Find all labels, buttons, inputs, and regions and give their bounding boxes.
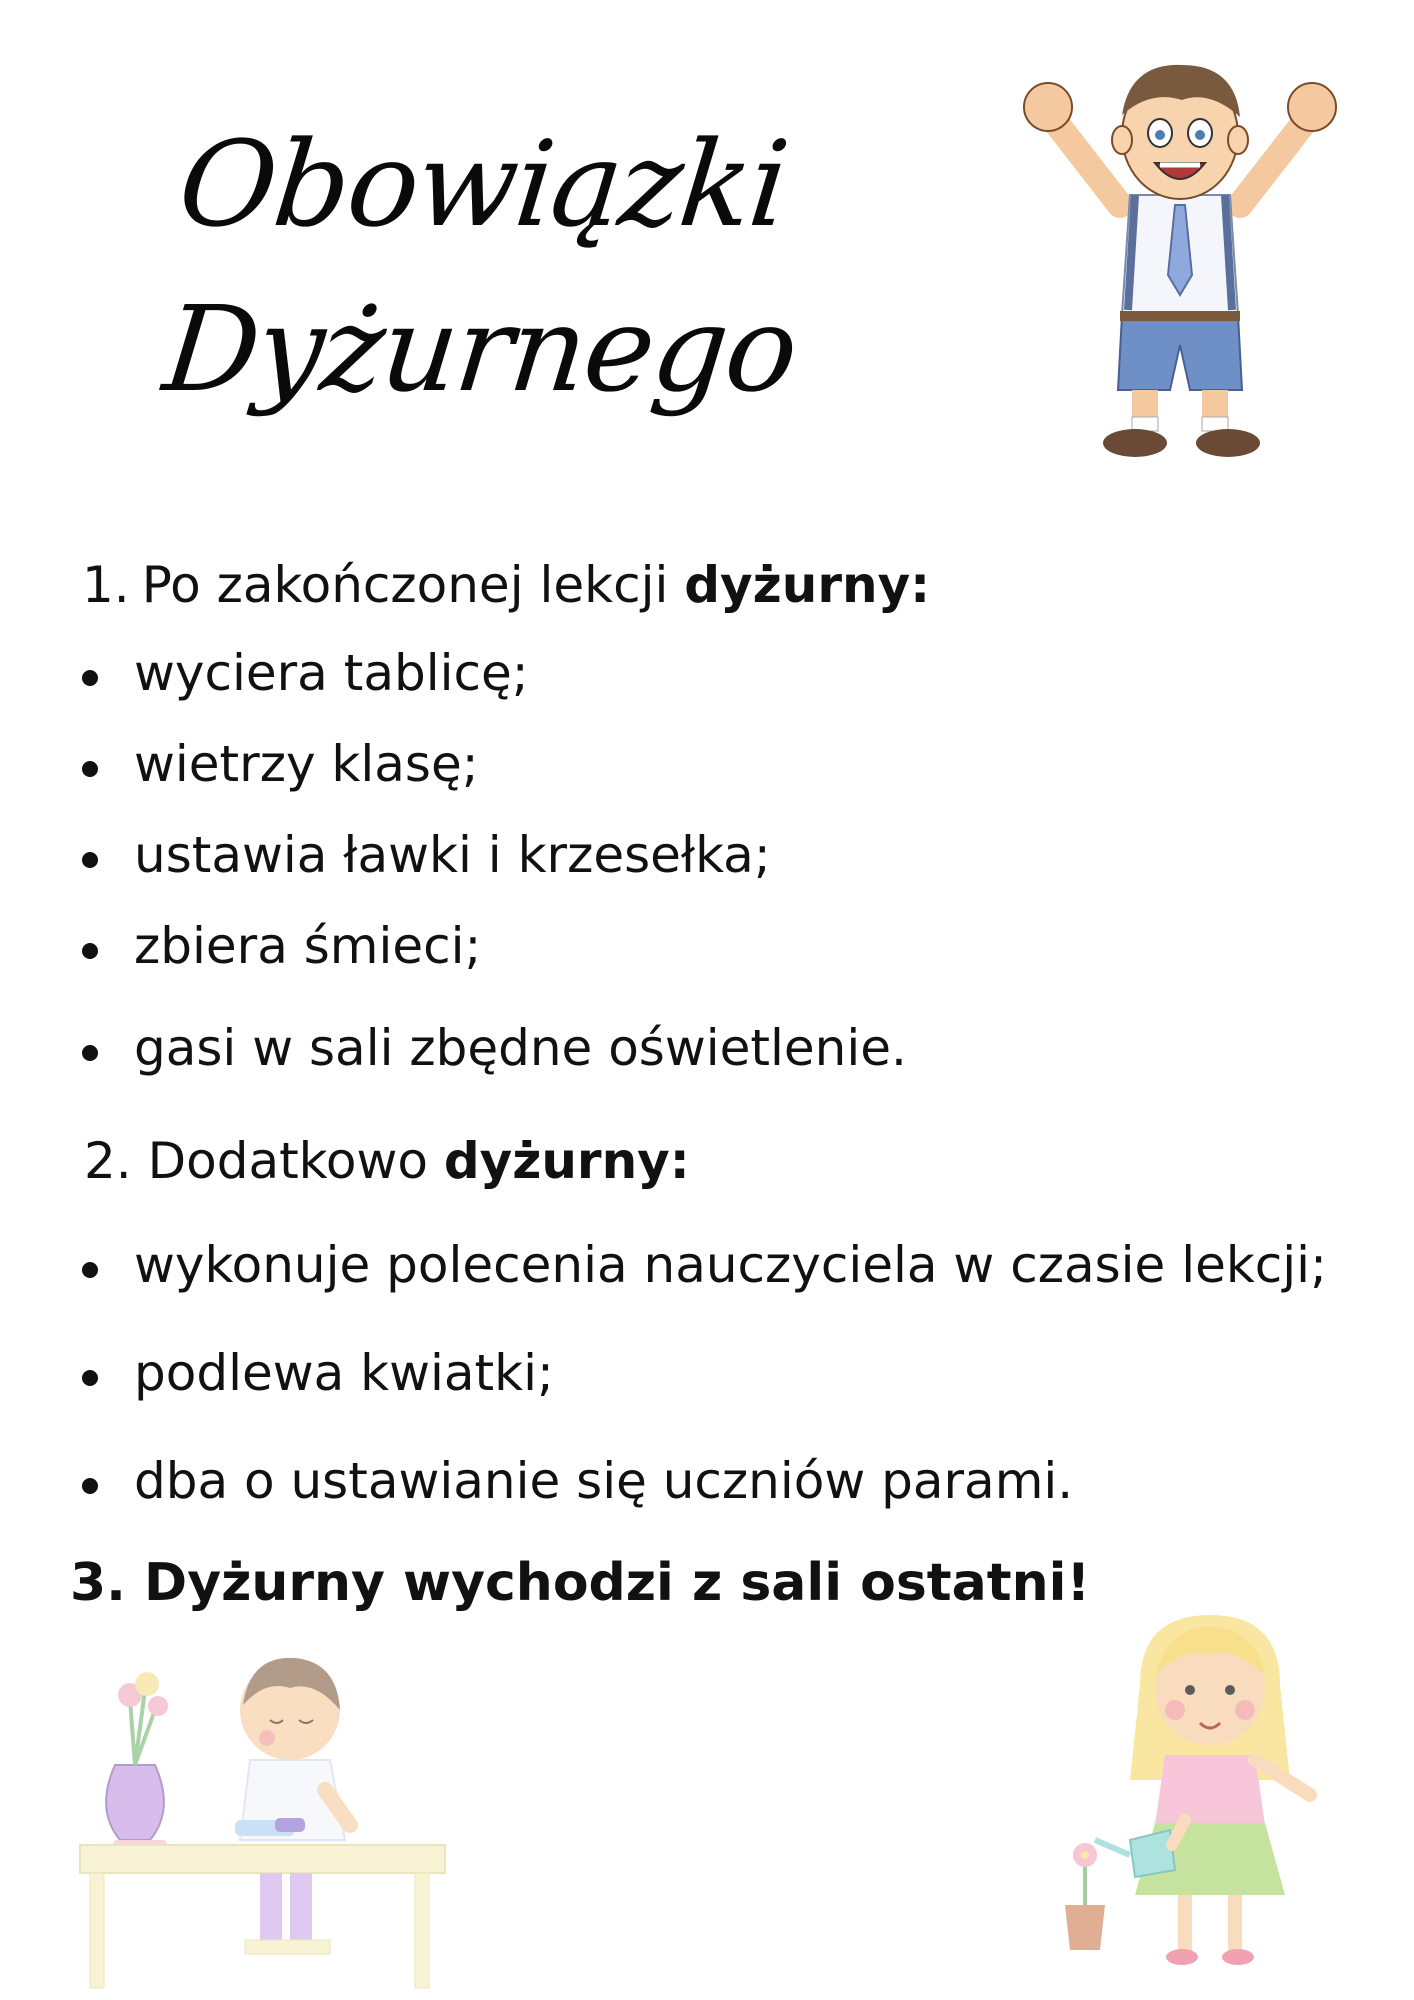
- list-item-text: zbiera śmieci;: [134, 917, 482, 975]
- section-1-heading: [82, 556, 931, 614]
- section-2-bold: dyżurny:: [443, 1132, 690, 1190]
- section-2-lead: Dodatkowo: [131, 1132, 444, 1190]
- list-item-text: wykonuje polecenia nauczyciela w czasie lekcji;: [134, 1236, 1327, 1294]
- bullet-icon: [82, 943, 98, 959]
- girl-watering-flower-illustration: [1060, 1605, 1360, 1975]
- list-item-text: dba o ustawianie się uczniów parami.: [134, 1452, 1074, 1510]
- boy-cheering-illustration: [1010, 45, 1350, 465]
- section-1-lead: Po zakończonej lekcji: [141, 556, 685, 614]
- bullet-icon: [82, 852, 98, 868]
- bullet-icon: [82, 1262, 98, 1278]
- section-3-statement: 3. Dyżurny wychodzi z sali ostatni!: [70, 1553, 1091, 1613]
- title-line-2: Dyżurnego: [157, 280, 803, 418]
- bullet-icon: [82, 1478, 98, 1494]
- list-item-text: gasi w sali zbędne oświetlenie.: [134, 1019, 907, 1077]
- list-item-text: podlewa kwiatki;: [134, 1344, 554, 1402]
- section-2-heading: [84, 1132, 690, 1190]
- section-2-number: 2.: [84, 1132, 132, 1190]
- bullet-icon: [82, 1045, 98, 1061]
- bullet-icon: [82, 1370, 98, 1386]
- list-item-text: ustawia ławki i krzesełka;: [134, 826, 771, 884]
- bullet-icon: [82, 670, 98, 686]
- list-item-text: wyciera tablicę;: [134, 644, 529, 702]
- boy-cleaning-table-illustration: [75, 1640, 455, 1990]
- title-line-1: Obowiązki: [172, 115, 794, 253]
- list-item-text: wietrzy klasę;: [134, 735, 479, 793]
- bullet-icon: [82, 761, 98, 777]
- section-1-number: 1.: [82, 556, 130, 614]
- section-1-bold: dyżurny:: [684, 556, 931, 614]
